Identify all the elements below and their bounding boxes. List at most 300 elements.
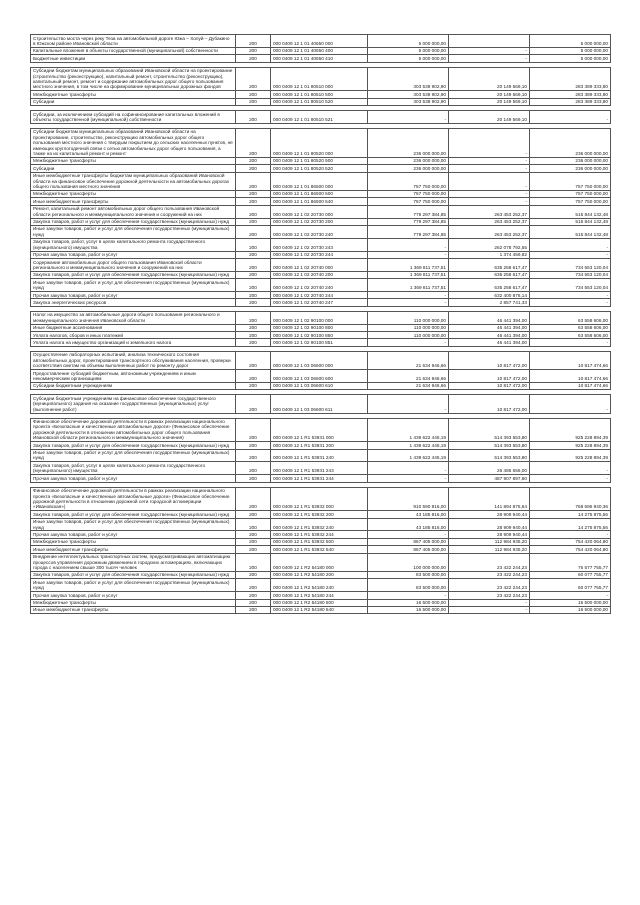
table-row: [31, 599, 611, 606]
cell-line-code: 200: [236, 351, 271, 369]
cell-unexecuted: 283 389 333,80: [530, 67, 611, 91]
cell-budget-code: 000 0409 12 1 R1 53932 240: [271, 518, 368, 531]
cell-unexecuted: 283 389 333,80: [530, 98, 611, 105]
cell-budget-code: 000 0409 12 1 02 20740 240: [271, 279, 368, 292]
cell-unexecuted: -: [530, 531, 611, 538]
cell-approved: 236 000 000,00: [368, 157, 449, 164]
cell-executed: 263 453 252,37: [449, 205, 530, 218]
cell-line-code: 200: [236, 395, 271, 413]
cell-executed: 514 393 553,80: [449, 418, 530, 442]
cell-indicator-name: Субсидии: [31, 165, 236, 172]
table-row: [31, 47, 611, 54]
cell-line-code: 200: [236, 251, 271, 258]
table-row: [31, 238, 611, 251]
cell-budget-code: 000 0409 12 1 02 20730 000: [271, 205, 368, 218]
cell-executed: -: [449, 190, 530, 197]
cell-line-code: 200: [236, 462, 271, 475]
table-row: [31, 225, 611, 238]
cell-approved: 757 750 000,00: [368, 190, 449, 197]
cell-budget-code: 000 0409 12 1 01 80510 521: [271, 111, 368, 124]
cell-unexecuted: 757 750 000,00: [530, 172, 611, 190]
cell-unexecuted: 10 817 474,66: [530, 351, 611, 369]
cell-unexecuted: 16 500 000,00: [530, 599, 611, 606]
cell-indicator-name: Субсидии, за исключением субсидий на софинансирование капитальных вложений в объекты государственной (муниципальной) собственности: [31, 111, 236, 124]
cell-unexecuted: -: [530, 592, 611, 599]
cell-approved: -: [368, 238, 449, 251]
cell-unexecuted: 63 558 606,00: [530, 311, 611, 324]
cell-executed: -: [449, 165, 530, 172]
cell-indicator-name: Финансовое обеспечение дорожной деятельности в рамках реализации национального проекта «Безопасные и качественные автомобильные дороги» (Финансовое обеспечение дорожной деятельности в отношении дорожной сети городской агломерации «Ивановская»): [31, 487, 236, 511]
cell-line-code: 200: [236, 518, 271, 531]
cell-executed: 635 258 617,47: [449, 271, 530, 278]
table-row: [31, 606, 611, 613]
cell-unexecuted: 515 844 132,48: [530, 218, 611, 225]
table-row: [31, 339, 611, 346]
cell-line-code: 200: [236, 606, 271, 613]
cell-budget-code: 000 0409 12 1 02 20740 244: [271, 292, 368, 299]
cell-unexecuted: 14 275 875,56: [530, 518, 611, 531]
cell-budget-code: 000 0409 12 1 R1 53931 240: [271, 449, 368, 462]
cell-executed: 262 078 792,55: [449, 238, 530, 251]
cell-unexecuted: 925 228 894,39: [530, 418, 611, 442]
cell-line-code: 200: [236, 198, 271, 205]
cell-budget-code: 000 0409 12 1 02 20740 200: [271, 271, 368, 278]
cell-approved: 303 538 902,90: [368, 91, 449, 98]
cell-budget-code: 000 0409 12 1 R2 54180 200: [271, 571, 368, 578]
cell-unexecuted: 515 844 132,48: [530, 225, 611, 238]
cell-budget-code: 000 0409 12 1 R2 54180 244: [271, 592, 368, 599]
cell-approved: 236 000 000,00: [368, 165, 449, 172]
cell-budget-code: 000 0409 12 1 01 40650 410: [271, 55, 368, 62]
table-row: [31, 205, 611, 218]
cell-approved: 5 000 000,00: [368, 47, 449, 54]
cell-unexecuted: -: [530, 299, 611, 306]
cell-approved: 779 297 384,85: [368, 225, 449, 238]
cell-indicator-name: Субсидии: [31, 98, 236, 105]
table-row: [31, 351, 611, 369]
cell-executed: 635 258 617,47: [449, 259, 530, 272]
table-row: [31, 538, 611, 545]
cell-executed: 20 149 569,10: [449, 98, 530, 105]
cell-unexecuted: 236 000 000,00: [530, 165, 611, 172]
cell-approved: 110 000 000,00: [368, 324, 449, 331]
cell-executed: 23 422 244,23: [449, 571, 530, 578]
table-row: [31, 442, 611, 449]
cell-unexecuted: 236 000 000,00: [530, 128, 611, 157]
cell-executed: -: [449, 47, 530, 54]
cell-executed: 632 400 876,14: [449, 292, 530, 299]
cell-budget-code: 000 0409 12 1 R2 54180 000: [271, 553, 368, 571]
table-row: [31, 571, 611, 578]
cell-unexecuted: 515 844 132,48: [530, 205, 611, 218]
cell-line-code: 200: [236, 67, 271, 91]
cell-executed: 20 149 569,10: [449, 91, 530, 98]
cell-unexecuted: 283 389 333,80: [530, 91, 611, 98]
cell-unexecuted: 5 000 000,00: [530, 55, 611, 62]
cell-unexecuted: -: [530, 292, 611, 299]
cell-unexecuted: -: [530, 462, 611, 475]
cell-budget-code: 000 0409 12 1 02 90100 000: [271, 311, 368, 324]
cell-line-code: 200: [236, 382, 271, 389]
cell-executed: 46 441 394,00: [449, 332, 530, 339]
budget-report-table-container: [30, 34, 610, 614]
cell-unexecuted: -: [530, 238, 611, 251]
cell-approved: -: [368, 299, 449, 306]
cell-indicator-name: Субсидии бюджетам муниципальных образований Ивановской области на проектирование (строительство (реконструкцию), капитальный ремонт, строительство (реконструкцию), капитальный ремонт, ремонт и содержание автомобильных дорог общего пользования местного значения, в том числе на формирование муниципальных дорожных фондов: [31, 67, 236, 91]
table-row: [31, 165, 611, 172]
cell-executed: 141 894 875,64: [449, 487, 530, 511]
table-body: [31, 35, 611, 614]
cell-indicator-name: Иные закупки товаров, работ и услуг для обеспечения государственных (муниципальных) нужд: [31, 225, 236, 238]
cell-budget-code: 000 0409 12 1 02 20740 247: [271, 299, 368, 306]
cell-line-code: 200: [236, 475, 271, 482]
cell-approved: 16 500 000,00: [368, 606, 449, 613]
table-row: [31, 67, 611, 91]
cell-executed: 10 817 472,00: [449, 382, 530, 389]
cell-approved: 110 000 000,00: [368, 311, 449, 324]
cell-unexecuted: 60 077 755,77: [530, 579, 611, 592]
cell-budget-code: 000 0409 12 1 R1 53931 243: [271, 462, 368, 475]
cell-executed: 2 857 741,33: [449, 299, 530, 306]
cell-line-code: 200: [236, 442, 271, 449]
cell-approved: 5 000 000,00: [368, 55, 449, 62]
cell-executed: 10 817 472,00: [449, 370, 530, 383]
cell-budget-code: 000 0409 12 1 01 40650 000: [271, 35, 368, 48]
cell-indicator-name: Ремонт, капитальный ремонт автомобильных дорог общего пользования Ивановской области регионального и межмуниципального значения и сооружений на них: [31, 205, 236, 218]
cell-budget-code: 000 0409 12 1 R1 53932 500: [271, 538, 368, 545]
cell-budget-code: 000 0409 12 1 02 90100 800: [271, 324, 368, 331]
cell-executed: -: [449, 606, 530, 613]
cell-line-code: 200: [236, 165, 271, 172]
table-row: [31, 279, 611, 292]
cell-executed: 46 441 394,00: [449, 324, 530, 331]
cell-indicator-name: Иные закупки товаров, работ и услуг для обеспечения государственных (муниципальных) нужд: [31, 579, 236, 592]
cell-executed: 10 817 472,00: [449, 351, 530, 369]
cell-indicator-name: Иные закупки товаров, работ и услуг для обеспечения государственных (муниципальных) нужд: [31, 518, 236, 531]
cell-approved: 100 000 000,00: [368, 553, 449, 571]
cell-approved: 21 634 946,66: [368, 382, 449, 389]
cell-budget-code: 000 0409 12 1 01 80520 000: [271, 128, 368, 157]
cell-indicator-name: Субсидии бюджетным учреждениям на финансовое обеспечение государственного (муниципального) задания на оказание государственных (муниципальных) услуг (выполнение работ): [31, 395, 236, 413]
cell-indicator-name: Закупка товаров, работ и услуг для обеспечения государственных (муниципальных) нужд: [31, 271, 236, 278]
cell-line-code: 200: [236, 225, 271, 238]
cell-budget-code: 000 0409 12 1 R2 54180 500: [271, 599, 368, 606]
cell-budget-code: 000 0409 12 1 01 86500 000: [271, 172, 368, 190]
table-row: [31, 511, 611, 518]
cell-approved: 83 500 000,00: [368, 579, 449, 592]
cell-line-code: 200: [236, 487, 271, 511]
cell-budget-code: 000 0409 12 1 01 86500 540: [271, 198, 368, 205]
cell-unexecuted: 754 420 064,80: [530, 538, 611, 545]
cell-budget-code: 000 0409 12 1 R1 53931 200: [271, 442, 368, 449]
cell-line-code: 200: [236, 47, 271, 54]
cell-executed: 23 422 244,23: [449, 553, 530, 571]
cell-indicator-name: Закупка товаров, работ и услуг для обеспечения государственных (муниципальных) нужд: [31, 511, 236, 518]
cell-budget-code: 000 0409 12 1 R2 54180 540: [271, 606, 368, 613]
cell-line-code: 200: [236, 339, 271, 346]
cell-indicator-name: Субсидии бюджетным учреждениям: [31, 382, 236, 389]
cell-indicator-name: Содержание автомобильных дорог общего пользования Ивановской области регионального и межмуниципального значения и сооружений на них: [31, 259, 236, 272]
cell-executed: -: [449, 55, 530, 62]
cell-executed: 112 984 935,20: [449, 538, 530, 545]
cell-budget-code: 000 0409 12 1 R1 53932 244: [271, 531, 368, 538]
cell-line-code: 200: [236, 172, 271, 190]
cell-unexecuted: 734 553 120,04: [530, 271, 611, 278]
cell-budget-code: 000 0409 12 1 02 20730 240: [271, 225, 368, 238]
cell-line-code: 200: [236, 98, 271, 105]
cell-executed: 46 441 394,00: [449, 311, 530, 324]
table-row: [31, 487, 611, 511]
cell-unexecuted: -: [530, 251, 611, 258]
cell-line-code: 200: [236, 592, 271, 599]
cell-indicator-name: Прочая закупка товаров, работ и услуг: [31, 592, 236, 599]
cell-executed: -: [449, 157, 530, 164]
cell-indicator-name: Строительство моста через реку Теза на автомобильной дороге Южа – Холуй – Дубакино в Южском районе Ивановской области: [31, 35, 236, 48]
cell-budget-code: 000 0409 12 1 02 20730 244: [271, 251, 368, 258]
cell-approved: 1 439 622 445,19: [368, 442, 449, 449]
cell-line-code: 200: [236, 531, 271, 538]
cell-unexecuted: 63 558 606,00: [530, 324, 611, 331]
cell-line-code: 200: [236, 205, 271, 218]
cell-line-code: 200: [236, 128, 271, 157]
cell-line-code: 200: [236, 299, 271, 306]
table-row: [31, 190, 611, 197]
cell-unexecuted: 768 695 940,36: [530, 487, 611, 511]
cell-unexecuted: 76 577 755,77: [530, 553, 611, 571]
cell-approved: -: [368, 395, 449, 413]
cell-line-code: 200: [236, 553, 271, 571]
table-row: [31, 592, 611, 599]
cell-unexecuted: 14 275 875,56: [530, 511, 611, 518]
table-row: [31, 271, 611, 278]
table-row: [31, 292, 611, 299]
cell-budget-code: 000 0409 12 1 02 20730 200: [271, 218, 368, 225]
cell-budget-code: 000 0409 12 1 03 06600 600: [271, 370, 368, 383]
cell-indicator-name: Межбюджетные трансферты: [31, 599, 236, 606]
cell-unexecuted: 925 228 894,39: [530, 449, 611, 462]
cell-indicator-name: Бюджетные инвестиции: [31, 55, 236, 62]
cell-approved: 1 369 811 737,51: [368, 279, 449, 292]
cell-approved: 83 500 000,00: [368, 571, 449, 578]
cell-executed: 26 485 656,00: [449, 462, 530, 475]
table-row: [31, 111, 611, 124]
cell-indicator-name: Иные межбюджетные трансферты бюджетам муниципальных образований Ивановской области на финансовое обеспечение дорожной деятельности на автомобильных дорогах общего пользования местного значения: [31, 172, 236, 190]
cell-approved: 5 000 000,00: [368, 35, 449, 48]
cell-budget-code: 000 0409 12 1 01 80510 520: [271, 98, 368, 105]
table-row: [31, 518, 611, 531]
cell-line-code: 200: [236, 571, 271, 578]
cell-budget-code: 000 0409 12 1 R1 53932 200: [271, 511, 368, 518]
cell-indicator-name: Налог на имущество за автомобильные дороги общего пользования регионального и межмуниципального значения Ивановской области: [31, 311, 236, 324]
cell-budget-code: 000 0409 12 1 R1 53932 000: [271, 487, 368, 511]
table-row: [31, 579, 611, 592]
cell-approved: 757 750 000,00: [368, 172, 449, 190]
cell-executed: 263 453 252,37: [449, 225, 530, 238]
cell-indicator-name: Внедрение интеллектуальных транспортных систем, предусматривающих автоматизацию процессов управления дорожным движением в городских агломерациях, включающих города с населением свыше 300 тысяч человек: [31, 553, 236, 571]
cell-line-code: 200: [236, 538, 271, 545]
cell-budget-code: 000 0409 12 1 02 90100 851: [271, 339, 368, 346]
cell-approved: -: [368, 475, 449, 482]
cell-executed: 514 393 553,80: [449, 449, 530, 462]
cell-indicator-name: Иные бюджетные ассигнования: [31, 324, 236, 331]
table-row: [31, 91, 611, 98]
cell-approved: -: [368, 531, 449, 538]
table-row: [31, 259, 611, 272]
cell-executed: 28 909 940,44: [449, 518, 530, 531]
table-row: [31, 55, 611, 62]
table-row: [31, 198, 611, 205]
cell-budget-code: 000 0409 12 1 01 80520 500: [271, 157, 368, 164]
cell-indicator-name: Иные межбюджетные трансферты: [31, 546, 236, 553]
cell-indicator-name: Межбюджетные трансферты: [31, 157, 236, 164]
cell-approved: 1 369 811 737,51: [368, 259, 449, 272]
cell-indicator-name: Финансовое обеспечение дорожной деятельности в рамках реализации национального проекта «Безопасные и качественные автомобильные дороги» (Финансовое обеспечение дорожной деятельности в отношении автомобильных дорог общего пользования Ивановской области регионального и межмуниципального значения): [31, 418, 236, 442]
cell-approved: 21 634 946,66: [368, 370, 449, 383]
table-row: [31, 382, 611, 389]
cell-executed: 112 984 935,20: [449, 546, 530, 553]
cell-line-code: 200: [236, 324, 271, 331]
cell-indicator-name: Закупка энергетических ресурсов: [31, 299, 236, 306]
cell-unexecuted: 63 558 606,00: [530, 332, 611, 339]
cell-line-code: 200: [236, 449, 271, 462]
cell-line-code: 200: [236, 157, 271, 164]
cell-budget-code: 000 0409 12 1 01 80520 520: [271, 165, 368, 172]
cell-indicator-name: Межбюджетные трансферты: [31, 91, 236, 98]
table-row: [31, 332, 611, 339]
cell-executed: -: [449, 599, 530, 606]
cell-line-code: 200: [236, 218, 271, 225]
cell-budget-code: 000 0409 12 1 02 20730 243: [271, 238, 368, 251]
cell-executed: 635 258 617,47: [449, 279, 530, 292]
cell-line-code: 200: [236, 271, 271, 278]
cell-unexecuted: 10 817 474,66: [530, 382, 611, 389]
cell-approved: 43 185 816,00: [368, 518, 449, 531]
cell-line-code: 200: [236, 259, 271, 272]
cell-budget-code: 000 0409 12 1 02 90100 850: [271, 332, 368, 339]
cell-line-code: 200: [236, 332, 271, 339]
cell-line-code: 200: [236, 579, 271, 592]
table-row: [31, 418, 611, 442]
cell-indicator-name: Уплата налога на имущество организаций и земельного налога: [31, 339, 236, 346]
cell-unexecuted: -: [530, 111, 611, 124]
table-row: [31, 98, 611, 105]
cell-budget-code: 000 0409 12 1 03 06600 610: [271, 382, 368, 389]
cell-executed: -: [449, 128, 530, 157]
cell-line-code: 200: [236, 35, 271, 48]
cell-approved: 779 297 384,85: [368, 218, 449, 225]
table-row: [31, 218, 611, 225]
cell-executed: 20 149 569,10: [449, 67, 530, 91]
cell-indicator-name: Прочая закупка товаров, работ и услуг: [31, 292, 236, 299]
cell-budget-code: 000 0409 12 1 01 80510 000: [271, 67, 368, 91]
cell-line-code: 200: [236, 418, 271, 442]
cell-budget-code: 000 0409 12 1 01 80510 500: [271, 91, 368, 98]
cell-unexecuted: 925 228 894,39: [530, 442, 611, 449]
cell-budget-code: 000 0409 12 1 R1 53931 244: [271, 475, 368, 482]
table-row: [31, 449, 611, 462]
cell-executed: 263 453 252,37: [449, 218, 530, 225]
cell-indicator-name: Прочая закупка товаров, работ и услуг: [31, 531, 236, 538]
table-row: [31, 475, 611, 482]
table-row: [31, 157, 611, 164]
table-row: [31, 553, 611, 571]
cell-line-code: 200: [236, 599, 271, 606]
table-row: [31, 251, 611, 258]
cell-approved: 303 538 902,90: [368, 67, 449, 91]
cell-executed: 487 907 897,80: [449, 475, 530, 482]
budget-report-table: [30, 34, 611, 614]
cell-executed: 1 374 459,82: [449, 251, 530, 258]
cell-approved: 1 439 622 445,19: [368, 449, 449, 462]
cell-approved: -: [368, 592, 449, 599]
cell-indicator-name: Прочая закупка товаров, работ и услуг: [31, 475, 236, 482]
cell-line-code: 200: [236, 91, 271, 98]
cell-line-code: 200: [236, 111, 271, 124]
cell-approved: 110 000 000,00: [368, 332, 449, 339]
table-row: [31, 35, 611, 48]
table-row: [31, 128, 611, 157]
cell-indicator-name: Межбюджетные трансферты: [31, 190, 236, 197]
cell-approved: 16 500 000,00: [368, 599, 449, 606]
cell-indicator-name: Субсидии бюджетам муниципальных образований Ивановской области на проектирование, строительство, реконструкцию автомобильных дорог общего пользования местного значения с твердым покрытием до сельских населенных пунктов, не имеющих круглогодичной связи с сетью автомобильных дорог общего пользования, а также на их капитальный ремонт и ремонт: [31, 128, 236, 157]
cell-unexecuted: -: [530, 339, 611, 346]
cell-indicator-name: Осуществление лабораторных испытаний, анализа технического состояния автомобильных дорог, проектирования транспортного обслуживания населения, проверки соответствия сметам на объемы выполненных работ по ремонту дорог: [31, 351, 236, 369]
table-row: [31, 172, 611, 190]
table-row: [31, 299, 611, 306]
cell-indicator-name: Закупка товаров, работ и услуг для обеспечения государственных (муниципальных) нужд: [31, 442, 236, 449]
cell-approved: 867 405 000,00: [368, 538, 449, 545]
cell-indicator-name: Предоставление субсидий бюджетным, автономным учреждениям и иным некоммерческим организациям: [31, 370, 236, 383]
cell-approved: 21 634 946,66: [368, 351, 449, 369]
cell-unexecuted: 757 750 000,00: [530, 190, 611, 197]
cell-line-code: 200: [236, 511, 271, 518]
cell-unexecuted: 757 750 000,00: [530, 198, 611, 205]
cell-line-code: 200: [236, 190, 271, 197]
cell-approved: 303 538 902,90: [368, 98, 449, 105]
cell-approved: 757 750 000,00: [368, 198, 449, 205]
cell-approved: 867 405 000,00: [368, 546, 449, 553]
table-row: [31, 370, 611, 383]
cell-line-code: 200: [236, 238, 271, 251]
cell-approved: 779 297 384,85: [368, 205, 449, 218]
cell-approved: -: [368, 462, 449, 475]
cell-line-code: 200: [236, 311, 271, 324]
table-row: [31, 311, 611, 324]
cell-indicator-name: Прочая закупка товаров, работ и услуг: [31, 251, 236, 258]
cell-budget-code: 000 0409 12 1 R2 54180 240: [271, 579, 368, 592]
cell-indicator-name: Иные межбюджетные трансферты: [31, 606, 236, 613]
cell-indicator-name: Закупка товаров, работ, услуг в целях капитального ремонта государственного (муниципального) имущества: [31, 238, 236, 251]
cell-executed: 28 909 940,44: [449, 511, 530, 518]
cell-budget-code: 000 0409 12 1 01 40650 400: [271, 47, 368, 54]
cell-executed: 28 909 940,44: [449, 531, 530, 538]
cell-unexecuted: -: [530, 395, 611, 413]
cell-approved: 236 000 000,00: [368, 128, 449, 157]
cell-budget-code: 000 0409 12 1 R1 53932 540: [271, 546, 368, 553]
cell-approved: 1 439 622 445,19: [368, 418, 449, 442]
cell-indicator-name: Закупка товаров, работ, услуг в целях капитального ремонта государственного (муниципального) имущества: [31, 462, 236, 475]
cell-executed: 514 393 553,80: [449, 442, 530, 449]
cell-executed: -: [449, 172, 530, 190]
cell-executed: 23 422 244,23: [449, 592, 530, 599]
table-row: [31, 546, 611, 553]
cell-unexecuted: 754 420 064,80: [530, 546, 611, 553]
cell-approved: -: [368, 339, 449, 346]
cell-indicator-name: Закупка товаров, работ и услуг для обеспечения государственных (муниципальных) нужд: [31, 218, 236, 225]
cell-approved: -: [368, 292, 449, 299]
cell-unexecuted: 734 553 120,04: [530, 279, 611, 292]
cell-line-code: 200: [236, 370, 271, 383]
